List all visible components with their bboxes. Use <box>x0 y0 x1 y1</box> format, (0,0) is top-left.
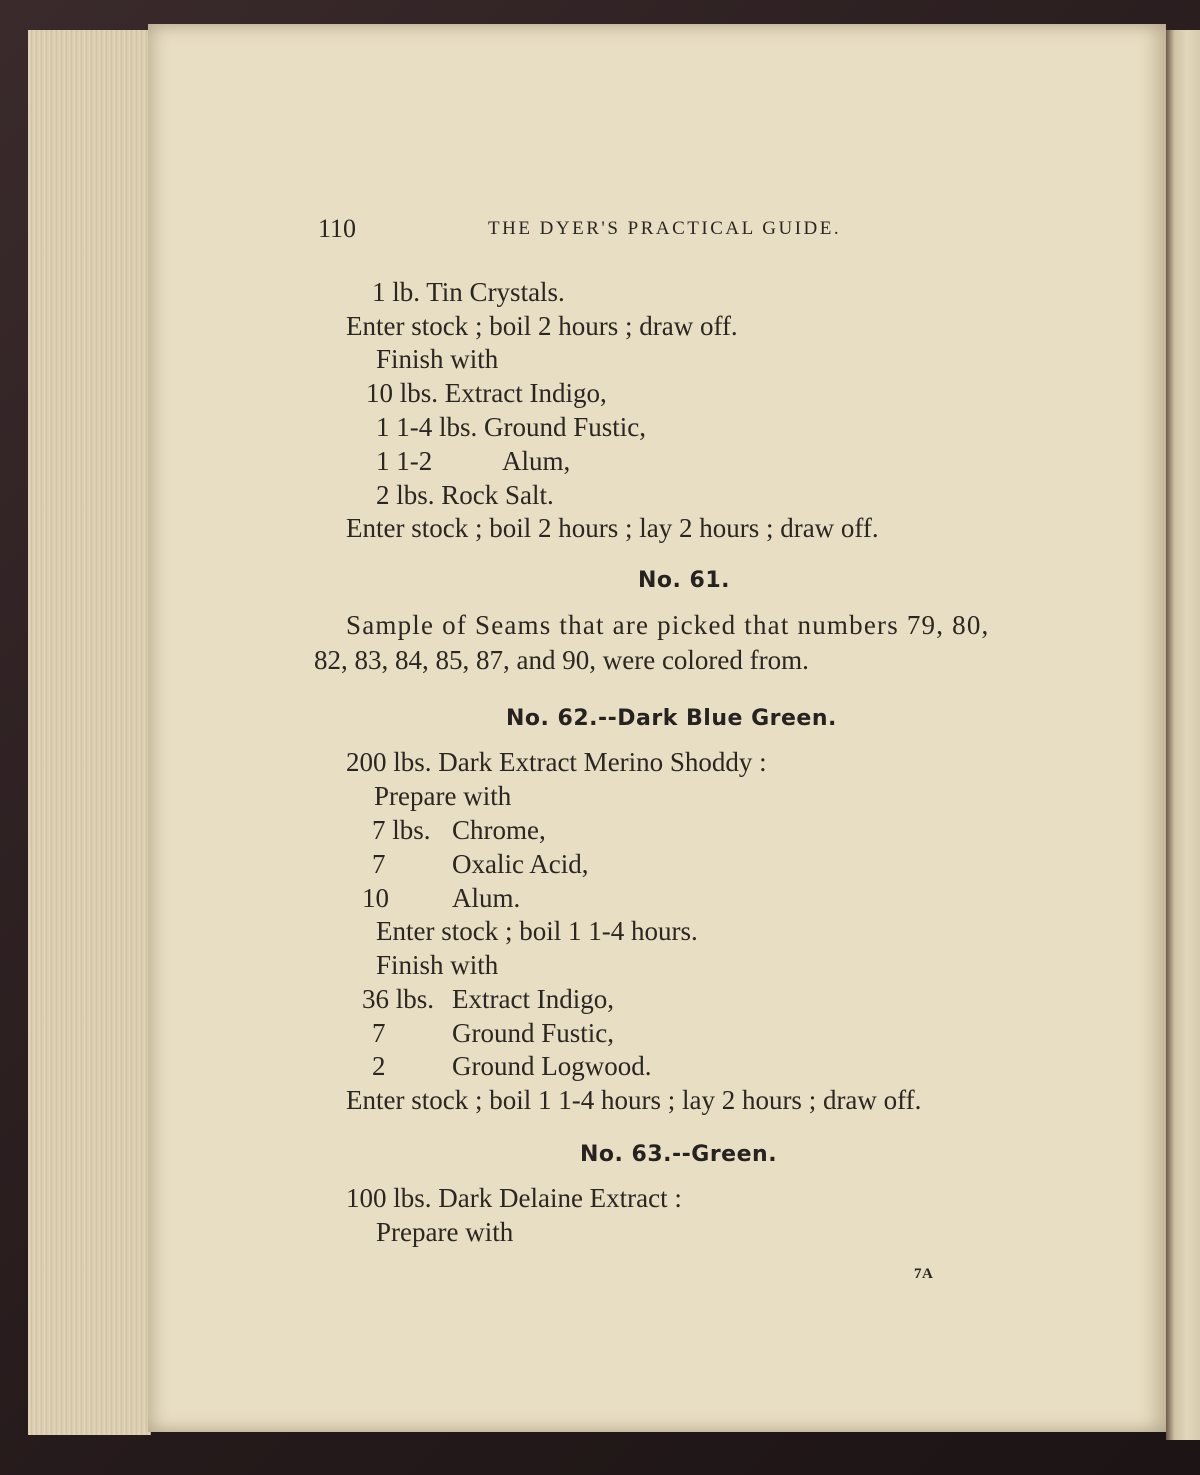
text-line: Sample of Seams that are picked that numbers 79, 80, <box>346 610 990 640</box>
text-line: Enter stock ; boil 2 hours ; draw off. <box>346 311 738 341</box>
ingredient-item: Alum. <box>452 883 521 913</box>
ingredient-qty: 2 <box>372 1051 386 1081</box>
text-line: Enter stock ; boil 1 1-4 hours ; lay 2 hours ; draw off. <box>346 1085 922 1115</box>
ingredient-qty: 7 lbs. <box>372 815 431 845</box>
signature-mark: 7A <box>914 1266 934 1282</box>
page-number: 110 <box>318 214 357 243</box>
facing-page-edge <box>1166 30 1200 1440</box>
ingredient-item: Chrome, <box>452 815 546 845</box>
text-line: 82, 83, 84, 85, 87, and 90, were colored from. <box>314 645 809 675</box>
recipe-heading: No. 62.--Dark Blue Green. <box>506 706 837 731</box>
text-line: Finish with <box>376 950 499 980</box>
ingredient-qty: 36 lbs. <box>362 984 435 1014</box>
ingredient-qty: 7 <box>372 1018 386 1048</box>
text-line: 100 lbs. Dark Delaine Extract : <box>346 1183 682 1213</box>
text-line: Finish with <box>376 344 499 374</box>
text-line: 1 1-4 lbs. Ground Fustic, <box>376 412 646 442</box>
running-title: THE DYER'S PRACTICAL GUIDE. <box>488 218 842 239</box>
text-line: 200 lbs. Dark Extract Merino Shoddy : <box>346 747 767 777</box>
text-line: Prepare with <box>376 1217 514 1247</box>
text-line: 10 lbs. Extract Indigo, <box>366 378 607 408</box>
ingredient-qty: 10 <box>362 883 389 913</box>
text-line: Prepare with <box>374 781 512 811</box>
ingredient-item: Ground Fustic, <box>452 1018 614 1048</box>
page-stack-edge <box>28 30 151 1435</box>
ingredient-item: Ground Logwood. <box>452 1051 652 1081</box>
page-header <box>318 214 898 246</box>
text-line: 2 lbs. Rock Salt. <box>376 480 554 510</box>
recipe-heading: No. 61. <box>638 568 731 593</box>
ingredient-qty: 1 1-2 <box>376 446 433 476</box>
ingredient-item: Oxalic Acid, <box>452 849 589 879</box>
ingredient-item: Alum, <box>502 446 571 476</box>
text-line: Enter stock ; boil 1 1-4 hours. <box>376 916 698 946</box>
ingredient-qty: 7 <box>372 849 386 879</box>
recipe-heading: No. 63.--Green. <box>580 1142 778 1167</box>
text-line: Enter stock ; boil 2 hours ; lay 2 hours ; draw off. <box>346 513 879 543</box>
text-line: 1 lb. Tin Crystals. <box>372 277 565 307</box>
ingredient-item: Extract Indigo, <box>452 984 614 1014</box>
